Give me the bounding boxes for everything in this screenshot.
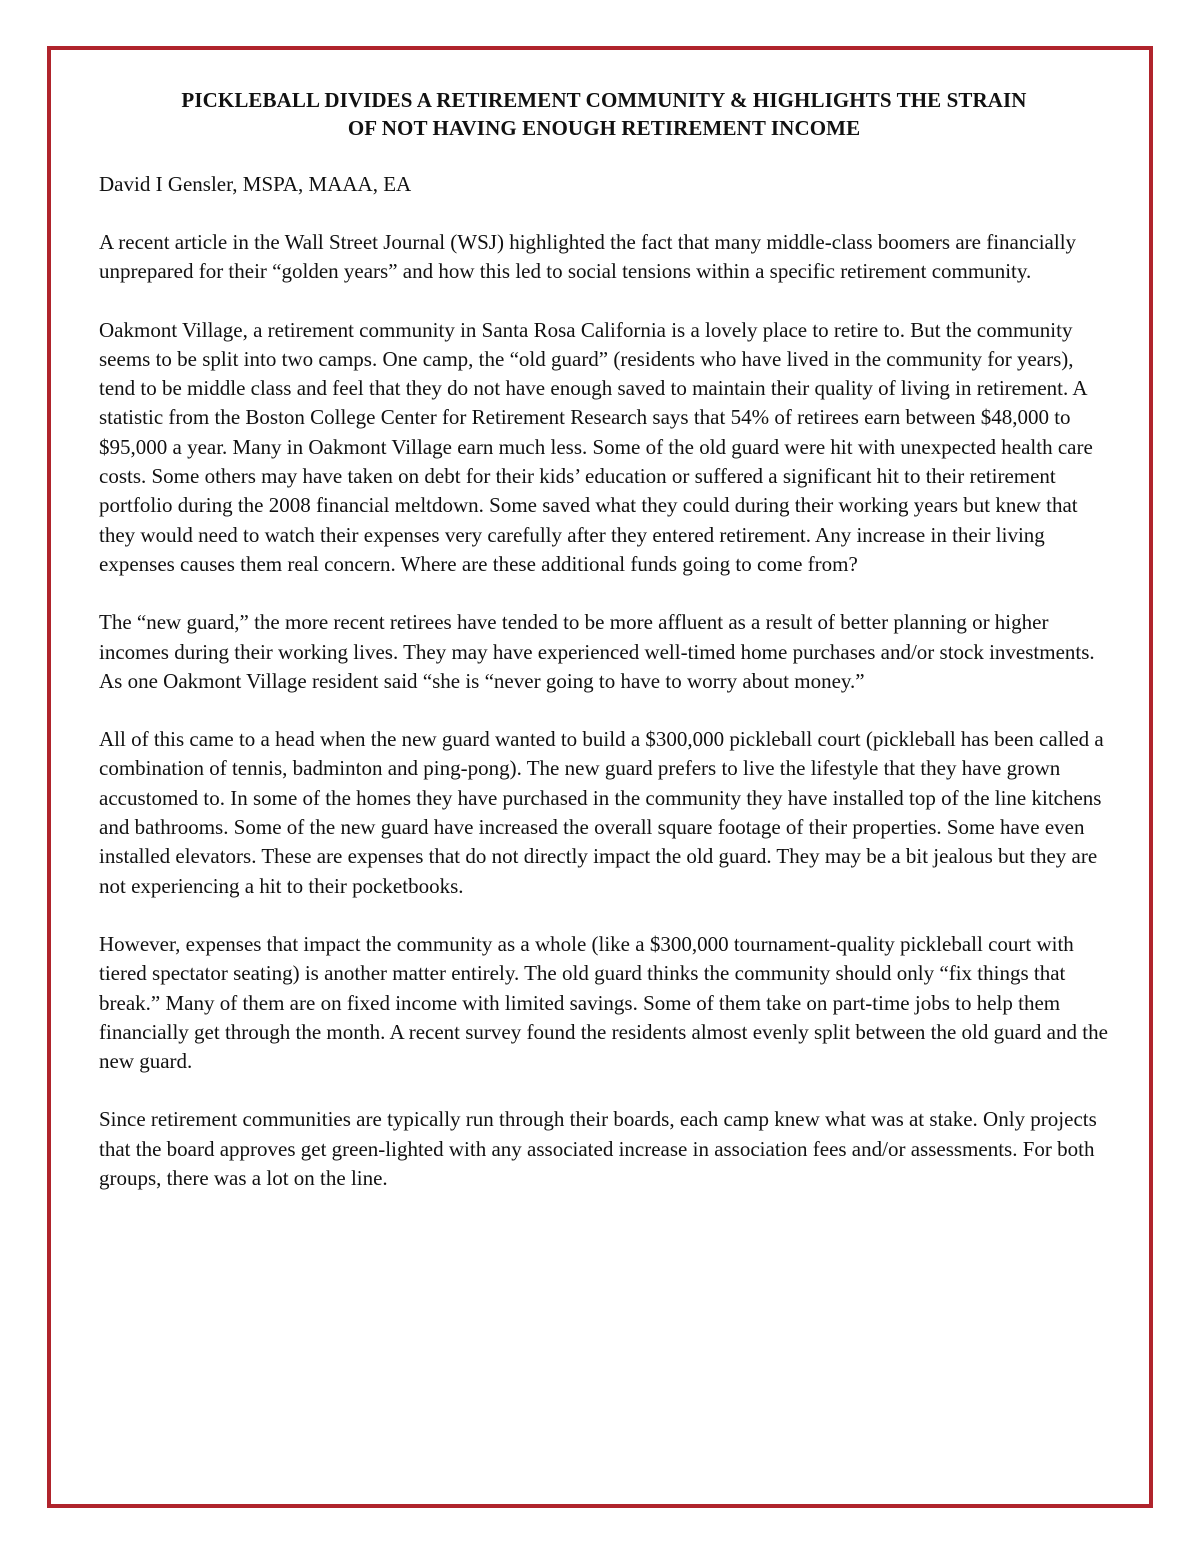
title-line-2: OF NOT HAVING ENOUGH RETIREMENT INCOME [347,116,861,140]
paragraph-6: Since retirement communities are typically run through their boards, each camp knew what was at stake. Only projects that the board approves get green-lighted with any associated increase in association fees and/or assessments. For both groups, there was a lot on the line. [99,1107,1097,1191]
paragraph-4: All of this came to a head when the new guard wanted to build a $300,000 pickleball court (pickleball has been called a combination of tennis, badminton and ping-pong). The new guard prefers to live the lifestyle that they have grown accustomed to. In some of the homes they have purchased in the community they have installed top of the line kitchens and bathrooms. Some of the new guard have increased the overall square footage of their properties. Some have even installed elevators. These are expenses that do not directly impact the old guard. They may be a bit jealous but they are not experiencing a hit to their pocketbooks. [99,727,1104,898]
document-body [99,86,1109,1222]
paragraph-1: A recent article in the Wall Street Journal (WSJ) highlighted the fact that many middle-class boomers are financially unprepared for their “golden years” and how this led to social tensions within a specific retirement community. [99,230,1077,284]
document-title [99,86,1109,142]
paragraph-3: The “new guard,” the more recent retirees have tended to be more affluent as a result of better planning or higher incomes during their working lives. They may have experienced well-timed home purchases and/or stock investments. As one Oakmont Village resident said “she is “never going to have to worry about money.” [99,610,1095,693]
paragraph-5: However, expenses that impact the community as a whole (like a $300,000 tournament-quality pickleball court with tiered spectator seating) is another matter entirely. The old guard thinks the community should only “fix things that break.” Many of them are on fixed income with limited savings. Some of them take on part-time jobs to help them financially get through the month. A recent survey found the residents almost evenly split between the old guard and the new guard. [99,931,1108,1074]
author-byline: David I Gensler, MSPA, MAAA, EA [99,172,412,196]
title-line-1: PICKLEBALL DIVIDES A RETIREMENT COMMUNITY & HIGHLIGHTS THE STRAIN [181,88,1027,112]
paragraph-2: Oakmont Village, a retirement community in Santa Rosa California is a lovely place to retire to. But the community seems to be split into two camps. One camp, the “old guard” (residents who have lived in the community for years), tend to be middle class and feel that they do not have enough saved to maintain their quality of living in retirement. A statistic from the Boston College Center for Retirement Research says that 54% of retirees earn between $48,000 to $95,000 a year. Many in Oakmont Village earn much less. Some of the old guard were hit with unexpected health care costs. Some others may have taken on debt for their kids’ education or suffered a significant hit to their retirement portfolio during the 2008 financial meltdown. Some saved what they could during their working years but knew that they would need to watch their expenses very carefully after they entered retirement. Any increase in their living expenses causes them real concern. Where are these additional funds going to come from? [99,317,1093,576]
